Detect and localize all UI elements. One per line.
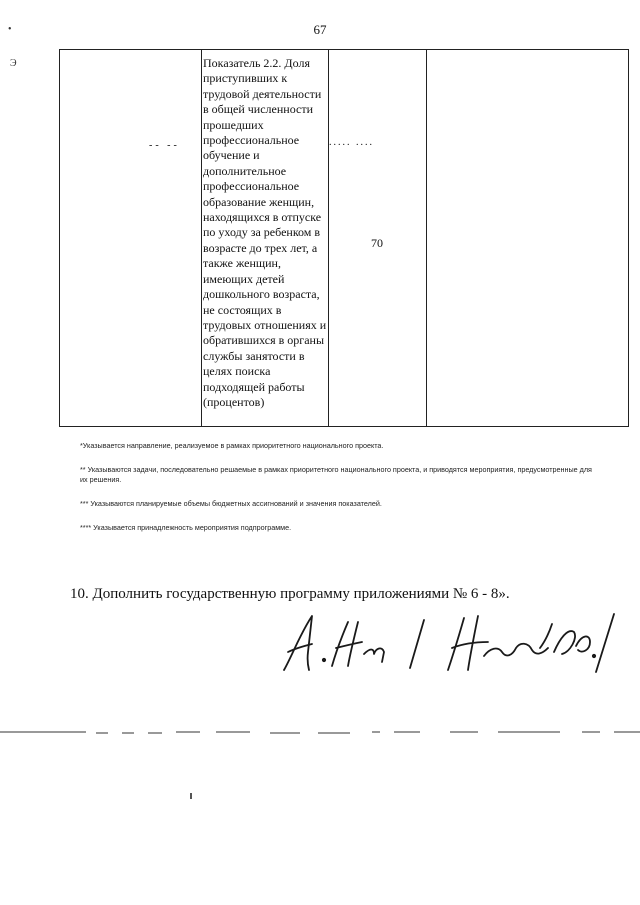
scan-speck <box>190 793 192 799</box>
indicator-line: не состоящих в <box>203 302 282 317</box>
column-divider <box>426 50 427 426</box>
indicator-line: службы занятости в <box>203 348 305 363</box>
indicator-line: дополнительное <box>203 163 287 178</box>
footnotes <box>80 441 600 547</box>
indicator-value: 70 <box>371 236 383 250</box>
indicator-line: в общей численности <box>203 102 313 117</box>
indicator-line: прошедших <box>203 117 264 132</box>
indicator-line: приступивших к <box>203 71 288 86</box>
indicator-cell <box>203 56 328 410</box>
footnote: **** Указывается принадлежность мероприятия подпрограмме. <box>80 523 292 532</box>
page-number: 67 <box>313 22 327 37</box>
empty-cell-dash: ..... .... <box>329 137 374 148</box>
indicator-line: образование женщин, <box>203 194 315 209</box>
indicator-line: профессиональное <box>203 133 300 148</box>
indicator-line: дошкольного возраста, <box>203 287 320 302</box>
indicator-line: целях поиска <box>203 364 271 379</box>
indicator-line: имеющих детей <box>203 271 285 286</box>
indicator-line: обратившихся в органы <box>203 333 325 348</box>
indicator-line: также женщин, <box>203 256 281 271</box>
indicator-line: трудовой деятельности <box>203 86 322 101</box>
footnote: ** Указываются задачи, последовательно решаемые в рамках приоритетного национального проекта, и приводятся мероприятия, предусмотренные для их решения. <box>80 465 592 484</box>
indicator-line: подходящей работы <box>203 379 305 394</box>
margin-mark: Э <box>10 58 17 69</box>
indicator-line: трудовых отношениях и <box>203 317 327 332</box>
scan-divider-line <box>0 729 640 737</box>
handwritten-signature <box>278 608 618 678</box>
program-table <box>59 49 629 427</box>
indicator-line: возрасте до трех лет, а <box>203 240 318 255</box>
empty-cell-dash: -- -- <box>149 140 180 151</box>
footnote: *Указывается направление, реализуемое в рамках приоритетного национального проекта. <box>80 441 384 450</box>
amendment-text: 10. Дополнить государственную программу приложениями № 6 - 8». <box>70 586 510 602</box>
indicator-line: (процентов) <box>203 394 265 409</box>
margin-mark: • <box>8 24 12 35</box>
indicator-line: профессиональное <box>203 179 300 194</box>
indicator-line: обучение и <box>203 148 260 163</box>
indicator-line: находящихся в отпуске <box>203 210 322 225</box>
indicator-line: Показатель 2.2. Доля <box>203 56 310 70</box>
column-divider <box>201 50 202 426</box>
footnote: *** Указываются планируемые объемы бюджетных ассигнований и значения показателей. <box>80 499 382 508</box>
indicator-line: по уходу за ребенком в <box>203 225 321 240</box>
